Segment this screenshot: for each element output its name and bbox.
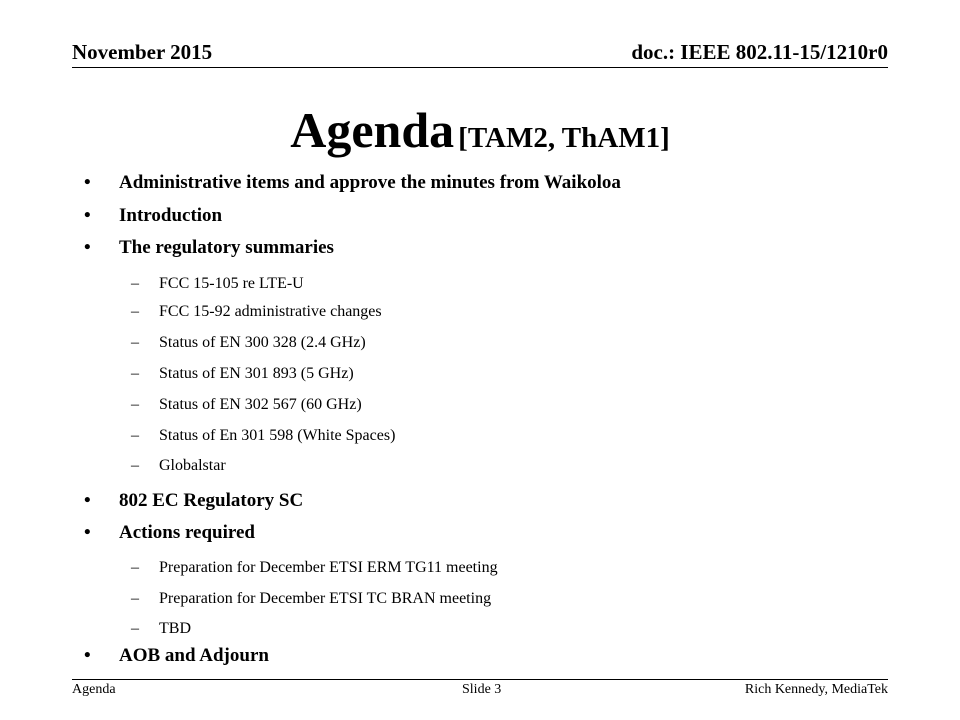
agenda-subitem — [131, 619, 191, 639]
agenda-item — [84, 204, 222, 228]
agenda-subitem-text: Status of EN 301 893 (5 GHz) — [159, 365, 354, 382]
dash-icon: – — [131, 427, 139, 444]
agenda-item — [84, 236, 334, 260]
agenda-item — [84, 489, 303, 513]
slide-title-main: Agenda — [290, 102, 455, 158]
agenda-subitem — [131, 589, 491, 609]
dash-icon: – — [131, 590, 139, 607]
agenda-subitem — [131, 333, 366, 353]
dash-icon: – — [131, 457, 139, 474]
agenda-subitem-text: Preparation for December ETSI TC BRAN meeting — [159, 590, 492, 607]
footer-author: Rich Kennedy, MediaTek — [744, 682, 888, 697]
slide-title-sessions: [TAM2, ThAM1] — [458, 122, 670, 154]
agenda-subitem-text: Status of En 301 598 (White Spaces) — [159, 427, 396, 444]
agenda-subitem-text: Status of EN 302 567 (60 GHz) — [159, 396, 362, 413]
agenda-subitem-text: FCC 15-92 administrative changes — [159, 303, 382, 320]
footer-section: Agenda — [72, 682, 116, 697]
header-doc-id: doc.: IEEE 802.11-15/1210r0 — [631, 40, 888, 64]
agenda-subitem — [131, 364, 354, 384]
bullet-icon: • — [84, 237, 91, 258]
agenda-subitem — [131, 274, 304, 294]
agenda-subitem-text: TBD — [159, 620, 191, 637]
dash-icon: – — [131, 396, 139, 413]
bullet-icon: • — [84, 172, 91, 193]
bullet-icon: • — [84, 645, 91, 666]
agenda-item-text: AOB and Adjourn — [119, 645, 269, 666]
dash-icon: – — [131, 559, 139, 576]
dash-icon: – — [131, 334, 139, 351]
agenda-subitem — [131, 558, 498, 578]
agenda-subitem-text: Status of EN 300 328 (2.4 GHz) — [159, 334, 366, 351]
agenda-subitem — [131, 426, 395, 446]
agenda-subitem — [131, 456, 226, 476]
footer-divider — [72, 679, 888, 680]
agenda-subitem-text: Preparation for December ETSI ERM TG11 meeting — [159, 559, 498, 576]
dash-icon: – — [131, 365, 139, 382]
bullet-icon: • — [84, 522, 91, 543]
agenda-item-text: Introduction — [119, 205, 223, 226]
header-divider — [72, 67, 888, 68]
agenda-item-text: The regulatory summaries — [119, 237, 334, 258]
footer-slide-number: Slide 3 — [462, 682, 502, 697]
agenda-item — [84, 171, 621, 195]
agenda-item — [84, 644, 269, 668]
agenda-item — [84, 521, 255, 545]
agenda-subitem — [131, 395, 362, 415]
dash-icon: – — [131, 620, 139, 637]
agenda-item-text: 802 EC Regulatory SC — [119, 490, 304, 511]
agenda-subitem — [131, 302, 382, 322]
header-date: November 2015 — [72, 40, 213, 64]
dash-icon: – — [131, 275, 139, 292]
agenda-item-text: Actions required — [119, 522, 255, 543]
agenda-subitem-text: FCC 15-105 re LTE-U — [159, 275, 304, 292]
agenda-subitem-text: Globalstar — [159, 457, 226, 474]
bullet-icon: • — [84, 205, 91, 226]
dash-icon: – — [131, 303, 139, 320]
agenda-item-text: Administrative items and approve the minutes from Waikoloa — [119, 172, 621, 193]
slide-title — [0, 100, 960, 173]
bullet-icon: • — [84, 490, 91, 511]
